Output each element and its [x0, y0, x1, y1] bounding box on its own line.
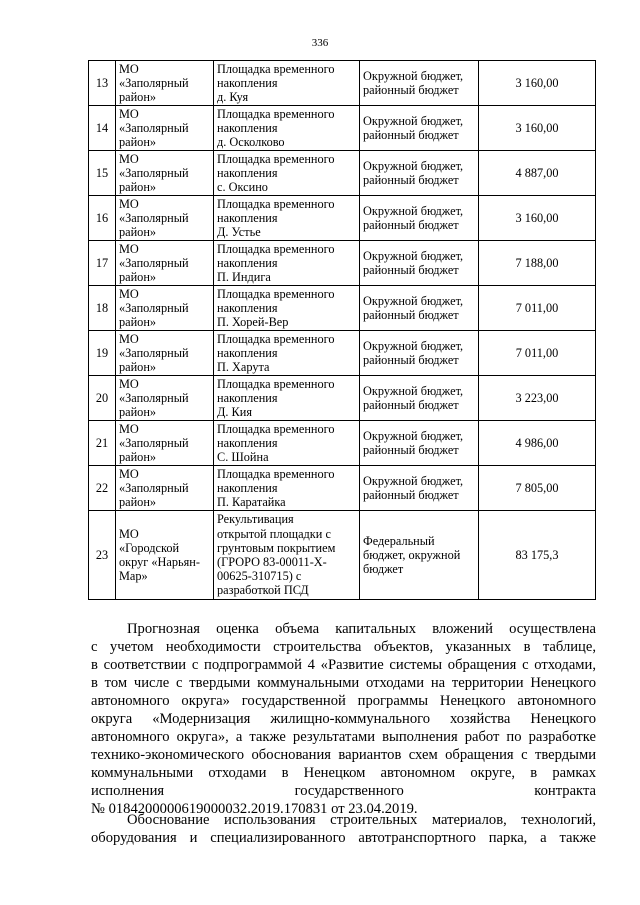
object-line: Площадка временного: [217, 421, 335, 436]
object-cell: [214, 106, 360, 151]
paragraph-line: Обоснование использования строительных материалов, технологий,: [127, 812, 596, 828]
funding-source-cell: [360, 376, 479, 421]
table-row: [89, 286, 596, 331]
municipality-cell: [116, 421, 214, 466]
row-number-cell: 14: [89, 106, 116, 151]
object-line: Площадка временного: [217, 466, 335, 481]
municipality-line: район»: [119, 180, 157, 195]
municipality-cell: [116, 151, 214, 196]
municipality-line: МО: [119, 526, 139, 541]
object-line: Площадка временного: [217, 376, 335, 391]
object-line: накопления: [217, 480, 278, 495]
object-line: накопления: [217, 300, 278, 315]
funding-source-line: Окружной бюджет,: [363, 158, 464, 173]
funding-source-line: Окружной бюджет,: [363, 248, 464, 263]
municipality-line: «Заполярный: [119, 255, 189, 270]
funding-source-cell: [360, 196, 479, 241]
amount-cell: 7 805,00: [479, 466, 596, 511]
funding-source-line: районный бюджет: [363, 263, 459, 277]
paragraph-line: с учетом необходимости строительства объектов, указанных в таблице,: [91, 639, 596, 655]
municipality-line: район»: [119, 360, 157, 375]
table-row: [89, 466, 596, 511]
object-line: с. Оксино: [217, 180, 268, 195]
paragraph-line: коммунальными отходами в Ненецком автономном округе, в рамках: [91, 765, 596, 781]
object-cell: [214, 286, 360, 331]
object-line: С. Шойна: [217, 450, 269, 465]
object-line: разработкой ПСД: [217, 583, 309, 598]
funding-source-line: Окружной бюджет,: [363, 68, 464, 83]
object-line: Рекультивация: [217, 512, 294, 527]
investment-table: [88, 60, 596, 600]
paragraph-justification: [91, 811, 596, 847]
row-number-cell: 23: [89, 511, 116, 600]
funding-source-line: районный бюджет: [363, 128, 459, 142]
paragraph-line: технико-экономического обоснования вариантов схем обращения с твердыми: [91, 747, 596, 763]
row-number-cell: 13: [89, 61, 116, 106]
municipality-cell: [116, 286, 214, 331]
municipality-line: МО: [119, 241, 139, 256]
object-line: (ГРОРО 83-00011-Х-: [217, 555, 327, 569]
funding-source-cell: [360, 421, 479, 466]
municipality-cell: [116, 61, 214, 106]
funding-source-line: Окружной бюджет,: [363, 428, 464, 443]
object-cell: [214, 331, 360, 376]
object-line: Площадка временного: [217, 241, 335, 256]
municipality-line: МО: [119, 376, 139, 391]
object-line: д. Куя: [217, 90, 249, 105]
object-line: накопления: [217, 210, 278, 225]
municipality-line: МО: [119, 331, 139, 346]
paragraph-line: автономного округа» государственной программы Ненецкого автономного: [91, 693, 596, 709]
funding-source-cell: [360, 241, 479, 286]
object-line: Площадка временного: [217, 106, 335, 121]
municipality-line: «Заполярный: [119, 210, 189, 225]
object-line: Площадка временного: [217, 286, 335, 301]
municipality-line: округ «Нарьян-: [119, 555, 200, 569]
table-row: [89, 376, 596, 421]
paragraph-line: в том числе с твердыми коммунальными отходами на территории Ненецкого: [91, 675, 596, 691]
object-line: накопления: [217, 120, 278, 135]
municipality-cell: [116, 196, 214, 241]
municipality-line: «Заполярный: [119, 435, 189, 450]
amount-cell: 3 160,00: [479, 106, 596, 151]
funding-source-line: Окружной бюджет,: [363, 473, 464, 488]
amount-cell: 7 011,00: [479, 331, 596, 376]
object-cell: [214, 466, 360, 511]
funding-source-cell: [360, 106, 479, 151]
funding-source-line: районный бюджет: [363, 443, 459, 457]
paragraph-capital-investment: [91, 620, 596, 818]
municipality-line: «Заполярный: [119, 120, 189, 135]
amount-cell: 3 160,00: [479, 196, 596, 241]
table-row: [89, 61, 596, 106]
object-line: Площадка временного: [217, 151, 335, 166]
object-cell: [214, 376, 360, 421]
municipality-cell: [116, 511, 214, 600]
object-line: П. Хорей-Вер: [217, 315, 289, 330]
municipality-line: «Городской: [119, 540, 180, 555]
municipality-line: «Заполярный: [119, 75, 189, 90]
funding-source-line: районный бюджет: [363, 83, 459, 97]
object-line: накопления: [217, 165, 278, 180]
funding-source-cell: [360, 511, 479, 600]
amount-cell: 3 160,00: [479, 61, 596, 106]
funding-source-line: районный бюджет: [363, 218, 459, 232]
municipality-line: МО: [119, 196, 139, 211]
funding-source-line: Окружной бюджет,: [363, 293, 464, 308]
object-line: грунтовым покрытием: [217, 540, 336, 555]
funding-source-cell: [360, 331, 479, 376]
paragraph-line: Прогнозная оценка объема капитальных вложений осуществлена: [127, 621, 596, 637]
funding-source-line: районный бюджет: [363, 353, 459, 367]
municipality-line: район»: [119, 495, 157, 510]
table-row: [89, 331, 596, 376]
funding-source-line: Окружной бюджет,: [363, 383, 464, 398]
row-number-cell: 16: [89, 196, 116, 241]
table-row: [89, 151, 596, 196]
municipality-line: «Заполярный: [119, 480, 189, 495]
table-row: [89, 196, 596, 241]
object-line: накопления: [217, 255, 278, 270]
amount-cell: 83 175,3: [479, 511, 596, 600]
object-cell: [214, 421, 360, 466]
table-row: [89, 421, 596, 466]
paragraph-line: автономного округа», а также результатами выполнения работ по разработке: [91, 729, 596, 745]
paragraph-line: исполнения государственного контракта: [91, 783, 596, 799]
object-line: Д. Кия: [217, 405, 252, 420]
funding-source-line: Окружной бюджет,: [363, 203, 464, 218]
municipality-line: район»: [119, 270, 157, 285]
object-line: П. Харута: [217, 360, 270, 375]
row-number-cell: 17: [89, 241, 116, 286]
row-number-cell: 15: [89, 151, 116, 196]
municipality-line: МО: [119, 286, 139, 301]
table-row: [89, 241, 596, 286]
object-cell: [214, 241, 360, 286]
funding-source-line: Окружной бюджет,: [363, 113, 464, 128]
object-line: П. Каратайка: [217, 495, 286, 510]
object-line: накопления: [217, 75, 278, 90]
municipality-line: МО: [119, 421, 139, 436]
table-row: [89, 106, 596, 151]
funding-source-line: бюджет, окружной: [363, 547, 461, 562]
object-cell: [214, 151, 360, 196]
municipality-line: МО: [119, 466, 139, 481]
page-number: 336: [311, 37, 329, 49]
row-number-cell: 21: [89, 421, 116, 466]
municipality-line: район»: [119, 315, 157, 330]
row-number-cell: 19: [89, 331, 116, 376]
object-line: Площадка временного: [217, 331, 335, 346]
municipality-line: район»: [119, 225, 157, 240]
municipality-cell: [116, 106, 214, 151]
row-number-cell: 22: [89, 466, 116, 511]
funding-source-cell: [360, 286, 479, 331]
funding-source-line: Окружной бюджет,: [363, 338, 464, 353]
object-line: Площадка временного: [217, 196, 335, 211]
funding-source-cell: [360, 61, 479, 106]
municipality-line: МО: [119, 106, 139, 121]
object-cell: [214, 61, 360, 106]
municipality-cell: [116, 376, 214, 421]
paragraph-line: округа «Модернизация жилищно-коммунального хозяйства Ненецкого: [91, 711, 596, 727]
object-cell: [214, 196, 360, 241]
object-line: накопления: [217, 345, 278, 360]
object-line: накопления: [217, 435, 278, 450]
amount-cell: 7 188,00: [479, 241, 596, 286]
funding-source-line: районный бюджет: [363, 488, 459, 502]
amount-cell: 3 223,00: [479, 376, 596, 421]
funding-source-line: районный бюджет: [363, 173, 459, 187]
object-cell: [214, 511, 360, 600]
funding-source-cell: [360, 151, 479, 196]
funding-source-cell: [360, 466, 479, 511]
municipality-line: район»: [119, 450, 157, 465]
object-line: 00625-310715) с: [217, 569, 302, 584]
row-number-cell: 20: [89, 376, 116, 421]
funding-source-line: районный бюджет: [363, 308, 459, 322]
municipality-line: район»: [119, 90, 157, 105]
object-line: Площадка временного: [217, 61, 335, 76]
municipality-cell: [116, 466, 214, 511]
object-line: накопления: [217, 390, 278, 405]
municipality-line: район»: [119, 405, 157, 420]
funding-source-line: районный бюджет: [363, 398, 459, 412]
municipality-line: «Заполярный: [119, 165, 189, 180]
funding-source-line: Федеральный: [363, 533, 435, 548]
municipality-line: Мар»: [119, 569, 148, 584]
municipality-line: «Заполярный: [119, 300, 189, 315]
object-line: Д. Устье: [217, 225, 261, 240]
municipality-line: МО: [119, 151, 139, 166]
paragraph-line: в соответствии с подпрограммой 4 «Развитие системы обращения с отходами,: [91, 657, 596, 673]
municipality-line: «Заполярный: [119, 390, 189, 405]
table-row: [89, 511, 596, 600]
paragraph-line: оборудования и специализированного автотранспортного парка, а также: [91, 830, 596, 846]
amount-cell: 4 986,00: [479, 421, 596, 466]
municipality-line: «Заполярный: [119, 345, 189, 360]
funding-source-line: бюджет: [363, 562, 404, 577]
object-line: д. Осколково: [217, 135, 285, 150]
object-line: открытой площадки с: [217, 526, 331, 541]
row-number-cell: 18: [89, 286, 116, 331]
municipality-cell: [116, 331, 214, 376]
municipality-line: МО: [119, 61, 139, 76]
amount-cell: 7 011,00: [479, 286, 596, 331]
paragraph-line: № 0184200000619000032.2019.170831 от 23.04.2019.: [91, 801, 418, 817]
municipality-line: район»: [119, 135, 157, 150]
amount-cell: 4 887,00: [479, 151, 596, 196]
municipality-cell: [116, 241, 214, 286]
object-line: П. Индига: [217, 270, 271, 285]
